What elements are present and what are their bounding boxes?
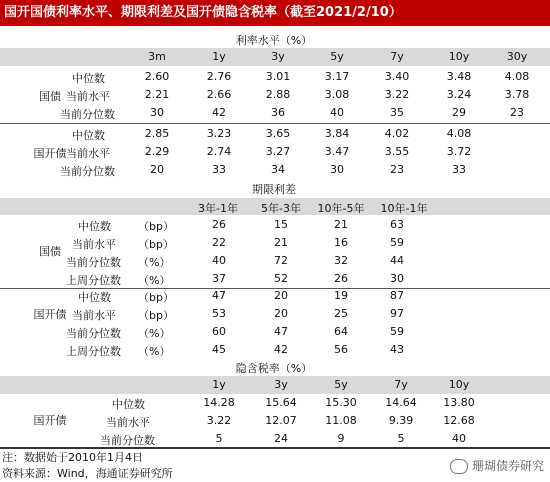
table-row bbox=[0, 341, 550, 359]
table-cell: 4.08 bbox=[504, 70, 530, 83]
row-label: 中位数 bbox=[78, 220, 111, 233]
table-cell: 33 bbox=[452, 163, 466, 176]
rates-tenor: 3m bbox=[148, 50, 166, 63]
table-row bbox=[0, 68, 550, 86]
table-cell: 97 bbox=[390, 307, 404, 320]
table-cell: 3.48 bbox=[446, 70, 472, 83]
row-label: 中位数 bbox=[72, 72, 105, 85]
table-cell: 21 bbox=[274, 236, 288, 249]
implied-tenor: 7y bbox=[394, 378, 408, 391]
rates-tenor: 3y bbox=[271, 50, 285, 63]
table-cell: 23 bbox=[390, 163, 404, 176]
rates-header-row bbox=[0, 48, 550, 66]
table-cell: 20 bbox=[274, 307, 288, 320]
row-label: 中位数 bbox=[78, 291, 111, 304]
table-cell: 3.24 bbox=[446, 88, 472, 101]
table-cell: 44 bbox=[390, 254, 404, 267]
divider bbox=[0, 123, 550, 124]
table-row bbox=[0, 323, 550, 341]
unit-label: （bp） bbox=[138, 291, 174, 304]
table-cell: 26 bbox=[334, 272, 348, 285]
table-cell: 3.22 bbox=[206, 414, 232, 427]
table-row bbox=[0, 161, 550, 179]
table-cell: 40 bbox=[212, 254, 226, 267]
table-cell: 36 bbox=[271, 106, 285, 119]
table-cell: 4.08 bbox=[446, 127, 472, 140]
table-cell: 2.66 bbox=[206, 88, 232, 101]
table-cell: 59 bbox=[390, 325, 404, 338]
wechat-icon bbox=[450, 459, 468, 474]
row-label: 中位数 bbox=[72, 129, 105, 142]
row-label: 当前分位数 bbox=[66, 327, 121, 340]
table-title: 国开国债利率水平、期限利差及国开债隐含税率（截至2021/2/10） bbox=[0, 0, 550, 26]
table-cell: 35 bbox=[390, 106, 404, 119]
table-cell: 5 bbox=[397, 432, 405, 445]
section-title-spreads: 期限利差 bbox=[252, 183, 296, 196]
table-cell: 47 bbox=[274, 325, 288, 338]
table-cell: 3.47 bbox=[324, 145, 350, 158]
table-row bbox=[0, 104, 550, 122]
table-cell: 9 bbox=[337, 432, 345, 445]
rates-group-label: 国债 bbox=[39, 90, 61, 103]
table-cell: 30 bbox=[390, 272, 404, 285]
table-row bbox=[0, 270, 550, 288]
spreads-group-label: 国债 bbox=[39, 245, 61, 258]
table-cell: 3.27 bbox=[265, 145, 291, 158]
unit-label: （%） bbox=[138, 256, 171, 269]
watermark bbox=[450, 457, 544, 474]
table-cell: 42 bbox=[212, 106, 226, 119]
table-cell: 20 bbox=[274, 289, 288, 302]
implied-tenor: 1y bbox=[212, 378, 226, 391]
table-cell: 53 bbox=[212, 307, 226, 320]
table-cell: 3.40 bbox=[384, 70, 410, 83]
table-cell: 4.02 bbox=[384, 127, 410, 140]
table-cell: 40 bbox=[452, 432, 466, 445]
unit-label: （%） bbox=[138, 274, 171, 287]
row-label: 当前分位数 bbox=[100, 434, 155, 447]
table-cell: 12.07 bbox=[265, 414, 297, 427]
implied-tenor: 3y bbox=[274, 378, 288, 391]
table-cell: 3.55 bbox=[384, 145, 410, 158]
table-row bbox=[0, 430, 550, 448]
table-row bbox=[0, 287, 550, 305]
spreads-group-label: 国开债 bbox=[33, 308, 67, 321]
table-cell: 22 bbox=[212, 236, 226, 249]
row-label: 当前水平 bbox=[66, 90, 110, 103]
table-row bbox=[0, 394, 550, 412]
table-cell: 47 bbox=[212, 289, 226, 302]
table-cell: 3.72 bbox=[446, 145, 472, 158]
table-row bbox=[0, 86, 550, 104]
row-label: 当前分位数 bbox=[60, 165, 115, 178]
table-cell: 15 bbox=[274, 218, 288, 231]
table-cell: 14.28 bbox=[203, 396, 235, 409]
rates-tenor: 7y bbox=[390, 50, 404, 63]
table-cell: 40 bbox=[330, 106, 344, 119]
table-cell: 3.78 bbox=[504, 88, 530, 101]
table-cell: 11.08 bbox=[325, 414, 357, 427]
table-cell: 43 bbox=[390, 343, 404, 356]
row-label: 当前水平 bbox=[66, 147, 110, 160]
table-cell: 2.88 bbox=[265, 88, 291, 101]
table-cell: 25 bbox=[334, 307, 348, 320]
table-cell: 3.23 bbox=[206, 127, 232, 140]
table-row bbox=[0, 125, 550, 143]
row-label: 当前分位数 bbox=[66, 256, 121, 269]
table-cell: 3.08 bbox=[324, 88, 350, 101]
footnote: 注：数据始于2010年1月4日 bbox=[2, 451, 143, 464]
row-label: 中位数 bbox=[112, 398, 145, 411]
spread-header: 5年-3年 bbox=[261, 202, 301, 215]
table-cell: 2.60 bbox=[144, 70, 170, 83]
table-cell: 72 bbox=[274, 254, 288, 267]
implied-tenor: 10y bbox=[448, 378, 470, 391]
unit-label: （bp） bbox=[138, 309, 174, 322]
table-cell: 23 bbox=[510, 106, 524, 119]
implied-tenor: 5y bbox=[334, 378, 348, 391]
table-cell: 3.84 bbox=[324, 127, 350, 140]
table-cell: 63 bbox=[390, 218, 404, 231]
implied-header-row bbox=[0, 376, 550, 394]
table-cell: 60 bbox=[212, 325, 226, 338]
source-note: 资料来源：Wind，海通证券研究所 bbox=[2, 467, 173, 480]
spread-header: 10年-1年 bbox=[380, 202, 428, 215]
table-row bbox=[0, 216, 550, 234]
table-cell: 29 bbox=[452, 106, 466, 119]
table-cell: 20 bbox=[150, 163, 164, 176]
table-cell: 16 bbox=[334, 236, 348, 249]
rates-tenor: 5y bbox=[330, 50, 344, 63]
section-title-rates: 利率水平（%） bbox=[235, 34, 313, 47]
rates-tenor: 10y bbox=[448, 50, 470, 63]
table-cell: 3.01 bbox=[265, 70, 291, 83]
unit-label: （%） bbox=[138, 327, 171, 340]
table-cell: 52 bbox=[274, 272, 288, 285]
table-cell: 13.80 bbox=[443, 396, 475, 409]
unit-label: （%） bbox=[138, 345, 171, 358]
rates-tenor: 30y bbox=[506, 50, 528, 63]
rates-group-label: 国开债 bbox=[33, 147, 67, 160]
table-cell: 45 bbox=[212, 343, 226, 356]
table-cell: 19 bbox=[334, 289, 348, 302]
table-cell: 5 bbox=[215, 432, 223, 445]
table-cell: 24 bbox=[274, 432, 288, 445]
section-title-implied: 隐含税率（%） bbox=[235, 362, 313, 375]
table-cell: 12.68 bbox=[443, 414, 475, 427]
table-cell: 42 bbox=[274, 343, 288, 356]
row-label: 上周分位数 bbox=[66, 345, 121, 358]
table-row bbox=[0, 143, 550, 161]
table-cell: 59 bbox=[390, 236, 404, 249]
table-cell: 15.30 bbox=[325, 396, 357, 409]
unit-label: （bp） bbox=[138, 238, 174, 251]
table-cell: 37 bbox=[212, 272, 226, 285]
row-label: 当前水平 bbox=[106, 416, 150, 429]
table-cell: 14.64 bbox=[385, 396, 417, 409]
implied-group-label: 国开债 bbox=[33, 414, 67, 427]
table-row bbox=[0, 412, 550, 430]
watermark-text: 珊瑚债券研究 bbox=[471, 459, 544, 473]
spread-header: 10年-5年 bbox=[317, 202, 365, 215]
table-cell: 32 bbox=[334, 254, 348, 267]
table-cell: 2.21 bbox=[144, 88, 170, 101]
unit-label: （bp） bbox=[138, 220, 174, 233]
table-cell: 2.29 bbox=[144, 145, 170, 158]
table-cell: 3.65 bbox=[265, 127, 291, 140]
table-cell: 2.76 bbox=[206, 70, 232, 83]
table-row bbox=[0, 305, 550, 323]
table-cell: 2.74 bbox=[206, 145, 232, 158]
table-row bbox=[0, 252, 550, 270]
spread-header: 3年-1年 bbox=[198, 202, 238, 215]
spreads-header-row bbox=[0, 198, 550, 215]
table-cell: 56 bbox=[334, 343, 348, 356]
table-cell: 21 bbox=[334, 218, 348, 231]
table-cell: 30 bbox=[150, 106, 164, 119]
table-cell: 34 bbox=[271, 163, 285, 176]
table-row bbox=[0, 234, 550, 252]
row-label: 当前水平 bbox=[72, 309, 116, 322]
table-cell: 30 bbox=[330, 163, 344, 176]
table-cell: 33 bbox=[212, 163, 226, 176]
table-cell: 2.85 bbox=[144, 127, 170, 140]
table-cell: 26 bbox=[212, 218, 226, 231]
row-label: 当前分位数 bbox=[60, 108, 115, 121]
table-cell: 64 bbox=[334, 325, 348, 338]
table-cell: 3.22 bbox=[384, 88, 410, 101]
table-cell: 3.17 bbox=[324, 70, 350, 83]
rates-tenor: 1y bbox=[212, 50, 226, 63]
table-cell: 87 bbox=[390, 289, 404, 302]
row-label: 上周分位数 bbox=[66, 274, 121, 287]
table-cell: 9.39 bbox=[388, 414, 414, 427]
table-cell: 15.64 bbox=[265, 396, 297, 409]
row-label: 当前水平 bbox=[72, 238, 116, 251]
